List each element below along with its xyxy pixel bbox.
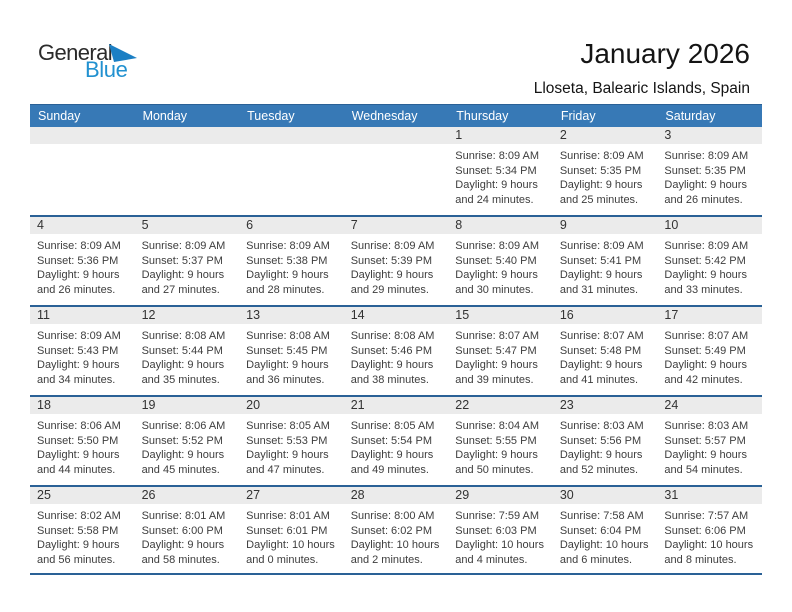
day-number: 15 (455, 308, 470, 322)
day-number-band (135, 397, 240, 414)
day-cell-3 (657, 127, 762, 215)
day-number: 18 (37, 398, 51, 412)
weekday-header-saturday: Saturday (665, 109, 716, 123)
sunset-line: Sunset: 5:54 PM (350, 434, 433, 447)
weekday-header-monday: Monday (142, 109, 188, 123)
day-details (30, 414, 135, 477)
daylight-line-1: Daylight: 9 hours (455, 359, 538, 371)
daylight-line-1: Daylight: 9 hours (559, 449, 643, 461)
day-cell-31 (657, 487, 762, 573)
daylight-line-1: Daylight: 9 hours (246, 359, 329, 371)
daylight-line-2: and 31 minutes. (559, 283, 639, 296)
daylight-line-2: and 24 minutes. (455, 193, 534, 206)
day-number: 21 (350, 398, 365, 412)
day-number-band (30, 217, 135, 234)
day-cell-12 (135, 307, 240, 395)
daylight-line-2: and 25 minutes. (559, 193, 639, 206)
day-details (448, 414, 553, 477)
generalblue-logo (38, 42, 139, 80)
daylight-line-1: Daylight: 9 hours (350, 449, 434, 461)
day-number: 30 (559, 488, 574, 502)
daylight-line-1: Daylight: 9 hours (37, 359, 120, 371)
daylight-line-1: Daylight: 9 hours (664, 359, 747, 371)
day-number-band (448, 487, 553, 504)
day-cell-5 (135, 217, 240, 305)
day-cell-29 (448, 487, 553, 573)
day-number-band (657, 127, 762, 144)
daylight-line-1: Daylight: 10 hours (246, 539, 335, 551)
daylight-line-2: and 44 minutes. (37, 463, 116, 476)
sunrise-line: Sunrise: 8:07 AM (664, 330, 749, 342)
day-number: 6 (246, 218, 254, 232)
sunrise-line: Sunrise: 7:59 AM (455, 510, 540, 522)
day-details (30, 144, 135, 149)
day-details (553, 324, 658, 387)
sunrise-line: Sunrise: 8:08 AM (246, 330, 330, 342)
daylight-line-1: Daylight: 9 hours (141, 539, 225, 551)
day-details (239, 504, 344, 567)
day-details (344, 504, 449, 567)
day-number: 31 (664, 488, 679, 502)
weekday-header-thursday: Thursday (456, 109, 509, 123)
day-details (135, 144, 240, 149)
daylight-line-2: and 0 minutes. (246, 553, 319, 566)
day-number-band (135, 307, 240, 324)
day-number: 23 (559, 398, 574, 412)
sunrise-line: Sunrise: 8:03 AM (664, 420, 749, 432)
sunset-line: Sunset: 6:04 PM (559, 524, 642, 537)
day-number-band (553, 127, 658, 144)
sunset-line: Sunset: 5:36 PM (37, 254, 119, 267)
day-cell-19 (135, 397, 240, 485)
day-number-band (553, 307, 658, 324)
daylight-line-1: Daylight: 9 hours (664, 179, 747, 191)
page-subtitle: Lloseta, Balearic Islands, Spain (533, 80, 750, 97)
day-number: 2 (559, 128, 567, 142)
day-number-band (239, 487, 344, 504)
sunset-line: Sunset: 5:40 PM (455, 254, 537, 267)
sunset-line: Sunset: 6:01 PM (246, 524, 328, 537)
sunset-line: Sunset: 5:46 PM (350, 344, 433, 357)
daylight-line-1: Daylight: 9 hours (350, 269, 434, 281)
day-cell-14 (344, 307, 449, 395)
sunset-line: Sunset: 5:56 PM (559, 434, 642, 447)
daylight-line-1: Daylight: 10 hours (455, 539, 544, 551)
sunset-line: Sunset: 5:50 PM (37, 434, 119, 447)
week-row-1 (30, 127, 762, 215)
day-details (448, 144, 553, 207)
sunrise-line: Sunrise: 8:06 AM (37, 420, 121, 432)
day-cell-15 (448, 307, 553, 395)
day-number: 19 (141, 398, 156, 412)
weekday-header-friday: Friday (560, 109, 596, 123)
day-number-band (135, 217, 240, 234)
day-number: 13 (246, 308, 261, 322)
day-number-band (553, 487, 658, 504)
day-number: 5 (141, 218, 149, 232)
daylight-line-1: Daylight: 9 hours (141, 359, 225, 371)
sunrise-line: Sunrise: 8:09 AM (664, 150, 749, 162)
day-cell-empty (239, 127, 344, 215)
day-number-band (553, 217, 658, 234)
page-title: January 2026 (580, 38, 750, 69)
daylight-line-2: and 35 minutes. (141, 373, 220, 386)
day-details (657, 324, 762, 387)
sunrise-line: Sunrise: 8:09 AM (559, 150, 644, 162)
day-number-band (30, 307, 135, 324)
day-cell-30 (553, 487, 658, 573)
daylight-line-2: and 30 minutes. (455, 283, 534, 296)
day-details (553, 414, 658, 477)
day-cell-9 (553, 217, 658, 305)
daylight-line-2: and 49 minutes. (350, 463, 429, 476)
daylight-line-1: Daylight: 9 hours (37, 269, 120, 281)
daylight-line-2: and 26 minutes. (37, 283, 116, 296)
daylight-line-2: and 27 minutes. (141, 283, 220, 296)
weekday-header-sunday: Sunday (38, 109, 81, 123)
daylight-line-1: Daylight: 9 hours (455, 449, 538, 461)
day-number: 9 (559, 218, 567, 232)
daylight-line-1: Daylight: 10 hours (559, 539, 649, 551)
daylight-line-1: Daylight: 9 hours (37, 449, 120, 461)
sunset-line: Sunset: 5:43 PM (37, 344, 119, 357)
day-number-band (448, 397, 553, 414)
sunrise-line: Sunrise: 8:05 AM (246, 420, 330, 432)
day-details (657, 234, 762, 297)
daylight-line-1: Daylight: 9 hours (559, 269, 643, 281)
sunrise-line: Sunrise: 8:09 AM (37, 240, 121, 252)
day-details (135, 234, 240, 297)
day-number-band (657, 217, 762, 234)
daylight-line-1: Daylight: 9 hours (246, 449, 329, 461)
sunrise-line: Sunrise: 7:57 AM (664, 510, 749, 522)
day-details (30, 324, 135, 387)
sunrise-line: Sunrise: 8:09 AM (559, 240, 644, 252)
daylight-line-1: Daylight: 9 hours (455, 269, 538, 281)
day-number-band (239, 397, 344, 414)
day-details (135, 324, 240, 387)
sunset-line: Sunset: 5:52 PM (141, 434, 223, 447)
daylight-line-2: and 56 minutes. (37, 553, 116, 566)
day-details (344, 414, 449, 477)
daylight-line-2: and 8 minutes. (664, 553, 737, 566)
day-number: 28 (350, 488, 365, 502)
calendar (30, 104, 762, 575)
day-cell-24 (657, 397, 762, 485)
day-details (448, 234, 553, 297)
day-number-band (30, 397, 135, 414)
day-details (30, 234, 135, 297)
day-details (344, 234, 449, 297)
day-number-band (657, 487, 762, 504)
daylight-line-1: Daylight: 10 hours (664, 539, 754, 551)
day-number: 29 (455, 488, 470, 502)
day-cell-1 (448, 127, 553, 215)
daylight-line-1: Daylight: 9 hours (141, 269, 225, 281)
sunset-line: Sunset: 5:57 PM (664, 434, 746, 447)
sunrise-line: Sunrise: 8:08 AM (141, 330, 226, 342)
day-number-band (657, 307, 762, 324)
day-cell-8 (448, 217, 553, 305)
day-number-band (30, 487, 135, 504)
day-number: 8 (455, 218, 463, 232)
day-cell-18 (30, 397, 135, 485)
daylight-line-2: and 28 minutes. (246, 283, 325, 296)
day-number-band (344, 307, 449, 324)
daylight-line-2: and 6 minutes. (559, 553, 632, 566)
daylight-line-2: and 41 minutes. (559, 373, 639, 386)
week-row-2 (30, 215, 762, 305)
day-number-band (344, 397, 449, 414)
daylight-line-2: and 54 minutes. (664, 463, 743, 476)
day-number-band (448, 217, 553, 234)
sunset-line: Sunset: 5:53 PM (246, 434, 328, 447)
day-number: 24 (664, 398, 679, 412)
sunset-line: Sunset: 5:41 PM (559, 254, 642, 267)
sunset-line: Sunset: 5:42 PM (664, 254, 746, 267)
sunrise-line: Sunrise: 8:04 AM (455, 420, 540, 432)
weekday-header-wednesday: Wednesday (351, 109, 418, 123)
daylight-line-2: and 50 minutes. (455, 463, 534, 476)
daylight-line-2: and 45 minutes. (141, 463, 220, 476)
daylight-line-2: and 42 minutes. (664, 373, 743, 386)
day-details (344, 144, 449, 149)
sunrise-line: Sunrise: 8:09 AM (664, 240, 749, 252)
daylight-line-2: and 26 minutes. (664, 193, 743, 206)
daylight-line-1: Daylight: 9 hours (559, 359, 643, 371)
sunrise-line: Sunrise: 8:03 AM (559, 420, 644, 432)
sunset-line: Sunset: 5:45 PM (246, 344, 328, 357)
day-cell-6 (239, 217, 344, 305)
daylight-line-2: and 2 minutes. (350, 553, 423, 566)
sunset-line: Sunset: 5:34 PM (455, 164, 537, 177)
sunset-line: Sunset: 6:00 PM (141, 524, 223, 537)
day-cell-17 (657, 307, 762, 395)
day-details (135, 414, 240, 477)
daylight-line-2: and 33 minutes. (664, 283, 743, 296)
daylight-line-2: and 58 minutes. (141, 553, 220, 566)
sunset-line: Sunset: 5:58 PM (37, 524, 119, 537)
day-cell-2 (553, 127, 658, 215)
sunset-line: Sunset: 5:55 PM (455, 434, 537, 447)
sunrise-line: Sunrise: 8:07 AM (559, 330, 644, 342)
day-number-band (239, 307, 344, 324)
day-number: 17 (664, 308, 679, 322)
day-details (239, 324, 344, 387)
day-cell-10 (657, 217, 762, 305)
day-number-band (657, 397, 762, 414)
day-number: 16 (559, 308, 574, 322)
day-details (553, 234, 658, 297)
daylight-line-1: Daylight: 9 hours (664, 449, 747, 461)
day-number-band (135, 487, 240, 504)
day-number: 14 (350, 308, 365, 322)
day-cell-27 (239, 487, 344, 573)
day-number-band (553, 397, 658, 414)
day-cell-13 (239, 307, 344, 395)
daylight-line-2: and 47 minutes. (246, 463, 325, 476)
daylight-line-1: Daylight: 9 hours (37, 539, 120, 551)
sunset-line: Sunset: 5:48 PM (559, 344, 642, 357)
daylight-line-1: Daylight: 9 hours (246, 269, 329, 281)
day-cell-26 (135, 487, 240, 573)
daylight-line-2: and 39 minutes. (455, 373, 534, 386)
day-cell-11 (30, 307, 135, 395)
day-details (448, 324, 553, 387)
daylight-line-2: and 52 minutes. (559, 463, 639, 476)
sunset-line: Sunset: 5:38 PM (246, 254, 328, 267)
day-cell-16 (553, 307, 658, 395)
day-number: 26 (141, 488, 156, 502)
sunset-line: Sunset: 6:02 PM (350, 524, 433, 537)
day-details (135, 504, 240, 567)
daylight-line-1: Daylight: 9 hours (559, 179, 643, 191)
day-details (657, 144, 762, 207)
day-number: 3 (664, 128, 672, 142)
daylight-line-2: and 4 minutes. (455, 553, 528, 566)
sunset-line: Sunset: 5:35 PM (559, 164, 642, 177)
day-details (239, 414, 344, 477)
sunrise-line: Sunrise: 8:09 AM (37, 330, 121, 342)
day-number: 12 (141, 308, 156, 322)
sunrise-line: Sunrise: 8:07 AM (455, 330, 540, 342)
day-number: 7 (350, 218, 358, 232)
day-number-band (135, 127, 240, 144)
day-number: 20 (246, 398, 261, 412)
day-cell-20 (239, 397, 344, 485)
sunrise-line: Sunrise: 8:01 AM (141, 510, 226, 522)
day-cell-empty (30, 127, 135, 215)
daylight-line-1: Daylight: 9 hours (350, 359, 434, 371)
sunrise-line: Sunrise: 8:09 AM (141, 240, 226, 252)
day-details (553, 144, 658, 207)
day-details (657, 414, 762, 477)
daylight-line-2: and 29 minutes. (350, 283, 429, 296)
day-number: 27 (246, 488, 261, 502)
day-number-band (344, 487, 449, 504)
day-number: 25 (37, 488, 51, 502)
day-cell-4 (30, 217, 135, 305)
sunset-line: Sunset: 6:06 PM (664, 524, 746, 537)
sunrise-line: Sunrise: 8:09 AM (350, 240, 435, 252)
day-number-band (448, 307, 553, 324)
day-number-band (344, 217, 449, 234)
day-details (657, 504, 762, 567)
daylight-line-2: and 38 minutes. (350, 373, 429, 386)
day-number: 10 (664, 218, 679, 232)
sunrise-line: Sunrise: 8:09 AM (455, 150, 540, 162)
day-details (344, 324, 449, 387)
day-number-band (239, 217, 344, 234)
week-row-5 (30, 485, 762, 575)
day-number-band (344, 127, 449, 144)
day-number: 4 (37, 218, 44, 232)
day-cell-25 (30, 487, 135, 573)
day-cell-empty (135, 127, 240, 215)
calendar-body (30, 127, 762, 575)
daylight-line-1: Daylight: 9 hours (141, 449, 225, 461)
daylight-line-1: Daylight: 9 hours (664, 269, 747, 281)
daylight-line-1: Daylight: 9 hours (455, 179, 538, 191)
day-number: 22 (455, 398, 470, 412)
day-cell-21 (344, 397, 449, 485)
sunrise-line: Sunrise: 8:09 AM (455, 240, 540, 252)
day-details (239, 144, 344, 149)
day-cell-empty (344, 127, 449, 215)
sunrise-line: Sunrise: 8:02 AM (37, 510, 121, 522)
day-number-band (239, 127, 344, 144)
sunset-line: Sunset: 5:49 PM (664, 344, 746, 357)
day-details (553, 504, 658, 567)
day-details (239, 234, 344, 297)
sunrise-line: Sunrise: 8:09 AM (246, 240, 330, 252)
day-cell-7 (344, 217, 449, 305)
sunset-line: Sunset: 6:03 PM (455, 524, 537, 537)
day-cell-28 (344, 487, 449, 573)
day-details (30, 504, 135, 567)
sunrise-line: Sunrise: 8:08 AM (350, 330, 435, 342)
day-number-band (30, 127, 135, 144)
day-number-band (448, 127, 553, 144)
day-number: 1 (455, 128, 463, 142)
day-cell-23 (553, 397, 658, 485)
daylight-line-2: and 34 minutes. (37, 373, 116, 386)
logo-text-blue: Blue (85, 57, 128, 82)
sunset-line: Sunset: 5:47 PM (455, 344, 537, 357)
daylight-line-1: Daylight: 10 hours (350, 539, 440, 551)
sunrise-line: Sunrise: 8:06 AM (141, 420, 226, 432)
sunrise-line: Sunrise: 8:01 AM (246, 510, 330, 522)
weekday-header-tuesday: Tuesday (247, 109, 295, 123)
sunset-line: Sunset: 5:44 PM (141, 344, 223, 357)
week-row-3 (30, 305, 762, 395)
day-number: 11 (37, 308, 50, 322)
sunset-line: Sunset: 5:35 PM (664, 164, 746, 177)
sunrise-line: Sunrise: 8:05 AM (350, 420, 435, 432)
day-cell-22 (448, 397, 553, 485)
sunset-line: Sunset: 5:39 PM (350, 254, 433, 267)
logo-text-general: General (38, 40, 113, 65)
weekday-header-row (30, 104, 762, 127)
daylight-line-2: and 36 minutes. (246, 373, 325, 386)
day-details (448, 504, 553, 567)
sunset-line: Sunset: 5:37 PM (141, 254, 223, 267)
sunrise-line: Sunrise: 7:58 AM (559, 510, 644, 522)
week-row-4 (30, 395, 762, 485)
sunrise-line: Sunrise: 8:00 AM (350, 510, 435, 522)
